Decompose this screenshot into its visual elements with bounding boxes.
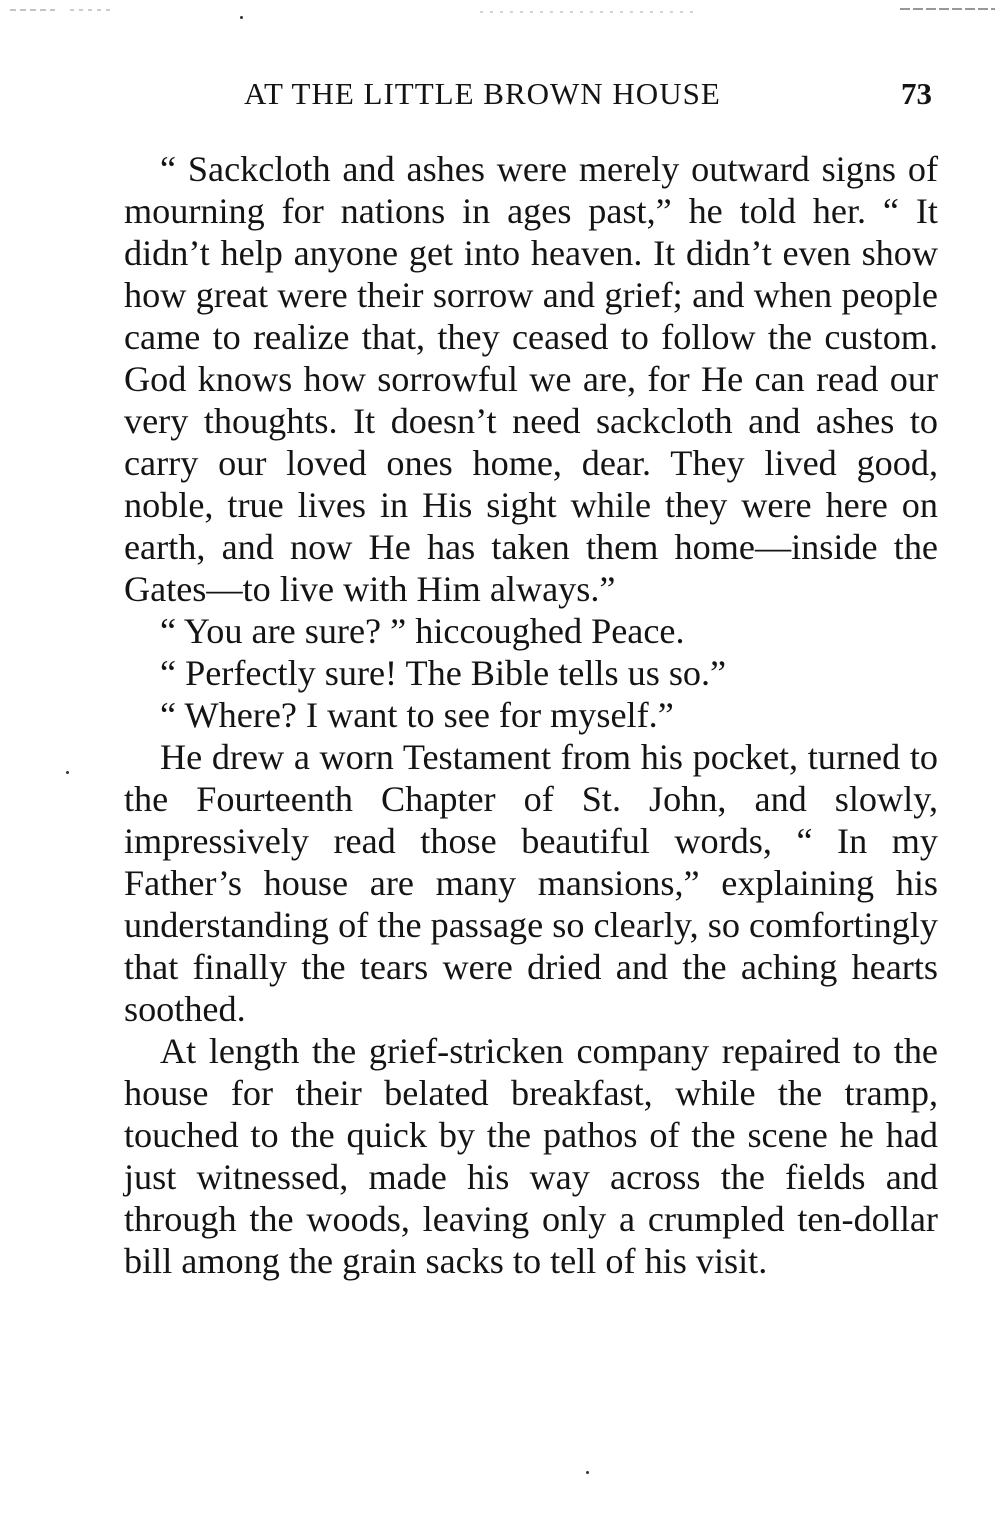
scan-edge-marks [0, 6, 1000, 18]
paragraph: “ You are sure? ” hiccoughed Peace. [160, 611, 685, 651]
paragraph: At length the grief-stricken company repaired to the house for their belated breakfast, while the tramp, touched to the quick by the pathos of the scene he had just witnessed, made his way across the fields and through the woods, leaving only a crumpled ten-dollar bill among the grain sacks to tell of his visit. [124, 1031, 938, 1281]
body-text [124, 148, 938, 1282]
scan-speck [240, 16, 243, 19]
scan-speck [66, 771, 69, 774]
page-header [124, 76, 938, 116]
paragraph: “ Perfectly sure! The Bible tells us so.” [160, 653, 727, 693]
paragraph: “ Where? I want to see for myself.” [160, 695, 674, 735]
paragraph: “ Sackcloth and ashes were merely outward signs of mourning for nations in ages past,” he told her. “ It didn’t help anyone get into heaven. It didn’t even show how great were their sorrow and grief; and when people came to realize that, they ceased to follow the custom. God knows how sorrowful we are, for He can read our very thoughts. It doesn’t need sackcloth and ashes to carry our loved ones home, dear. They lived good, noble, true lives in His sight while they were here on earth, and now He has taken them home—inside the Gates—to live with Him always.” [124, 149, 938, 609]
running-head: AT THE LITTLE BROWN HOUSE [244, 76, 721, 111]
scan-speck [586, 1471, 589, 1474]
page-number: 73 [901, 76, 932, 111]
paragraph: He drew a worn Testament from his pocket, turned to the Fourteenth Chapter of St. John, and slowly, impressively read those beautiful words, “ In my Father’s house are many mansions,” explaining his understanding of the passage so clearly, so comfortingly that finally the tears were dried and the aching hearts soothed. [124, 737, 938, 1029]
